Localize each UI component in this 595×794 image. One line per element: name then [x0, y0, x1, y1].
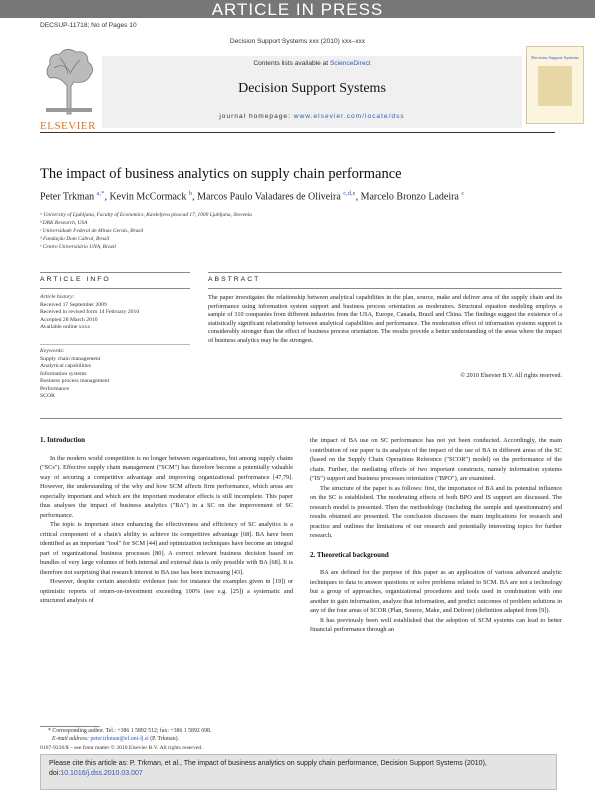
- elsevier-wordmark: ELSEVIER: [40, 120, 96, 132]
- article-info-heading: ARTICLE INFO: [40, 276, 111, 283]
- keyword: Information systems: [40, 370, 87, 377]
- journal-homepage: [102, 113, 522, 120]
- paragraph: The topic is important since enhancing the effectiveness and efficiency of SC analytics is a critical component of a chain's ability to achieve its competitive advantage [68]. BA have been identified as an important "tool" for SCM [44] and optimization techniques have become an integral part of organizational business processes [80]. A correct relevant business decision based on bundles of very large volumes of both internal and external data is only possible with BA [68]. It is therefore not surprising that research interest in BA use has been increasing [43].: [40, 521, 293, 576]
- paragraph: The structure of the paper is as follows: first, the importance of BA and its potential influence on the SC is established. The moderating effects of both BPO and IS support are discussed. The research model is presented. Then the methodology (including the sample and questionnaire) and results obtained are presented. The conclusion discusses the main implications for research and practice and outlines the limitations of our research and potentially interesting topics for further research.: [310, 484, 562, 539]
- author-name[interactable]: , Kevin McCormack: [104, 191, 189, 203]
- keyword: Performance: [40, 385, 70, 392]
- article-in-press-banner: ARTICLE IN PRESS: [0, 0, 595, 18]
- email-line: [52, 736, 179, 742]
- sciencedirect-link[interactable]: ScienceDirect: [329, 60, 371, 67]
- author-affil: c,d,e: [343, 190, 356, 197]
- issn-line: 0167-9236/$ – see front matter © 2010 Elsevier B.V. All rights reserved.: [40, 745, 203, 751]
- author-affil: b: [188, 190, 193, 197]
- journal-header: [102, 56, 522, 128]
- keywords: [40, 348, 109, 401]
- copyright: © 2010 Elsevier B.V. All rights reserved.: [460, 372, 562, 379]
- homepage-prefix: journal homepage:: [219, 113, 294, 120]
- contents-line: [102, 60, 522, 67]
- email-label: E-mail address:: [52, 736, 91, 742]
- paragraph: BA are defined for the purpose of this paper as an application of various advanced analytic techniques to data to answer questions or solve problems related to SCM. BA are not a technology but a group of approaches, organizational procedures and tools used in combination with one another to gain information, analyze that information, and predict outcomes of problem solutions in any of the four areas of SCOR (Plan, Source, Make, and Deliver) (definition adapted from [9]).: [310, 569, 562, 614]
- affiliation: ᵇ DRK Research, USA: [40, 220, 88, 226]
- abstract-heading: ABSTRACT: [208, 276, 261, 283]
- affiliation: ᶜ Universidade Federal de Minas Gerais, Brazil: [40, 228, 144, 234]
- author-name[interactable]: , Marcelo Bronzo Ladeira: [355, 191, 462, 203]
- history-item: Available online xxxx: [40, 324, 91, 330]
- journal-title: Decision Support Systems: [238, 81, 386, 96]
- elsevier-logo: [40, 46, 98, 132]
- paragraph: In the modern world competition is no longer between organizations, but among supply chains ("SCs"). Effective supply chain management ("SCM") has therefore become a potentially valuable way of securing a competitive advantage and improving organizational performance [47,79]. However, the understanding of the why and how SCM affects firm performance, which areas are especially important and which are the important moderator effects is still incomplete. This paper thus analyses the impact of business analytics ("BA") in a SC on the improvement of SC performance.: [40, 454, 293, 519]
- email-link[interactable]: peter.trkman@ef.uni-lj.si: [90, 736, 149, 742]
- article-history: [40, 294, 139, 332]
- paragraph: It has previously been well established that the adoption of SCM systems can lead to better financial performance through an: [310, 616, 562, 633]
- keyword: Analytical capabilities: [40, 363, 92, 369]
- section-heading: 2. Theoretical background: [310, 550, 389, 559]
- citation-doi-link[interactable]: 10.1016/j.dss.2010.03.007: [60, 770, 143, 777]
- right-column: [310, 436, 562, 635]
- rule: [40, 272, 190, 273]
- author-name[interactable]: Peter Trkman: [40, 191, 97, 203]
- section-heading: 1. Introduction: [40, 436, 85, 444]
- affiliation: ᵉ Centro Universitário UNA, Brazil: [40, 244, 116, 250]
- history-item: Received in revised form 14 February 2010: [40, 309, 140, 315]
- history-item: Received 17 September 2009: [40, 301, 107, 308]
- keyword: SCOR: [40, 393, 55, 399]
- running-head: Decision Support Systems xxx (2010) xxx–xxx: [229, 38, 366, 45]
- article-title: The impact of business analytics on supply chain performance: [40, 166, 402, 182]
- citation-box: [40, 754, 557, 790]
- keyword: Business process management: [40, 378, 110, 384]
- paragraph: However, despite certain anecdotic evidence (see for instance the examples given in [19]) or optimistic reports of return-on-investment exceeding 100% (see e.g. [25]) a systematic and structured analysis of: [40, 578, 293, 604]
- paragraph: the impact of BA use on SC performance has not yet been conducted. Accordingly, the main contribution of our paper is its analysis of the impact of the use of BA in different areas of the SC (based on the Supply Chain Operations Reference ("SCOR") model) on the performance of the chain. Further, the mediating effects of two important constructs, namely information systems ("IS") support and business processes orientation ("BPO"), are examined.: [310, 437, 562, 482]
- email-suffix: (P. Trkman).: [148, 736, 180, 742]
- affiliation: ᵃ University of Ljubljana, Faculty of Economics, Kardeljeva ploscad 17, 1000 Ljubljana, Slovenia: [40, 212, 252, 218]
- homepage-link[interactable]: www.elsevier.com/locate/dss: [293, 113, 405, 120]
- contents-prefix: Contents lists available at: [253, 60, 330, 67]
- cover-art: [538, 66, 572, 106]
- corresponding-author: * Corresponding author. Tel.: +386 1 5892 512; fax: +386 1 5892 698.: [48, 728, 212, 734]
- rule: [40, 288, 190, 289]
- left-column: [40, 436, 293, 606]
- citation-line: Please cite this article as: P. Trkman, et al., The impact of business analytics on supply chain performance, Decision Support Systems (2010),: [49, 760, 487, 767]
- history-label: Article history:: [40, 294, 75, 300]
- author-list: [40, 190, 464, 202]
- citation-text: [41, 755, 556, 779]
- elsevier-tree-icon: [40, 46, 98, 116]
- header-rule: [40, 132, 555, 133]
- keywords-label: Keywords:: [40, 348, 65, 354]
- rule: [208, 288, 562, 289]
- author-affil: c: [461, 190, 465, 197]
- author-name[interactable]: , Marcos Paulo Valadares de Oliveira: [192, 191, 344, 203]
- affiliation: ᵈ Fundação Dom Cabral, Brazil: [40, 236, 110, 242]
- cover-title: Decision Support Systems: [531, 55, 579, 60]
- rule: [40, 344, 190, 345]
- manuscript-id: DECSUP-11718; No of Pages 10: [40, 22, 137, 29]
- history-item: Accepted 28 March 2010: [40, 316, 98, 323]
- footnote-rule: [40, 726, 100, 727]
- citation-doi-prefix: doi:: [49, 770, 61, 777]
- keyword: Supply chain management: [40, 355, 101, 362]
- author-affil: a,*: [96, 190, 105, 197]
- journal-cover-thumbnail: [526, 46, 584, 124]
- rule: [208, 272, 562, 273]
- rule: [40, 418, 562, 419]
- abstract-text: The paper investigates the relationship between analytical capabilities in the plan, source, make and deliver area of the supply chain and its performance using information system support and business process orientation as moderators. Structural equation modeling employs a sample of 310 companies from different industries from the USA, Europe, Canada, Brazil and China. The findings suggest the existence of a statistically significant relationship between analytical capabilities and performance. The moderation effect of information systems support is considerably stronger than the effect of business process orientation. The results provide a better understanding of the areas where the impact of business analytics may be the strongest.: [208, 294, 562, 344]
